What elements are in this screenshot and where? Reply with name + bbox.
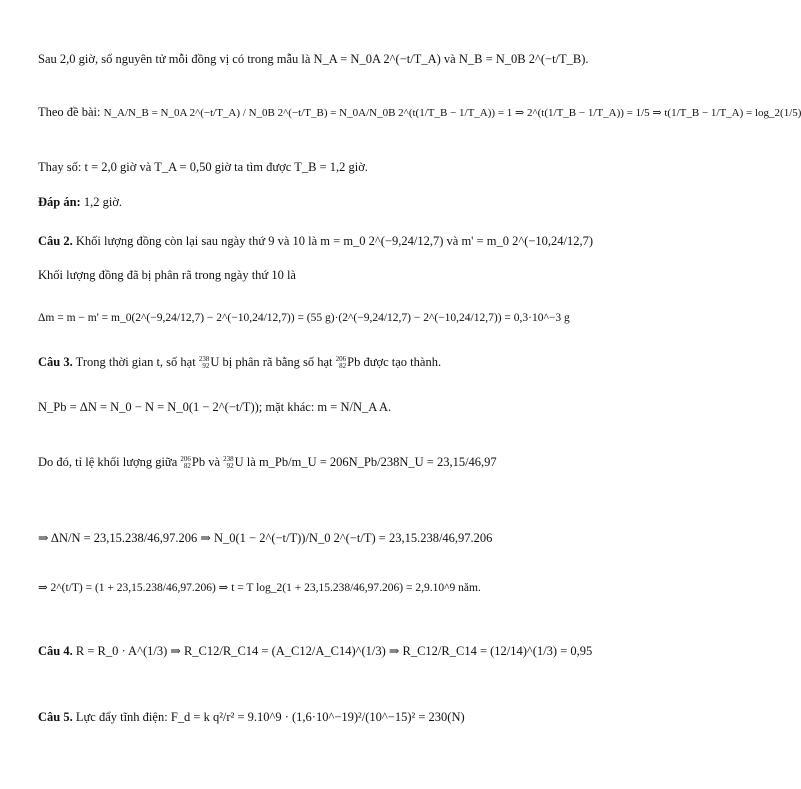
pb-symbol-b: Pb: [191, 455, 206, 469]
cau-3d-eq: ⇒ ΔN/N = 23,15.238/46,97.206 ⇒ N_0(1 − 2^(−t/T))/N_0 2^(−t/T) = 23,15.238/46,97.206: [38, 531, 493, 545]
text-theo-de-bai: Theo đề bài:: [38, 105, 101, 119]
line-answer: [38, 195, 533, 210]
cau-3-text3: được tạo thành.: [363, 355, 442, 369]
text-and: và: [443, 52, 456, 66]
cau-3-c: [38, 455, 533, 470]
cau-3-text2: bị phân rã bằng số hạt: [222, 355, 333, 369]
u-symbol-b: U: [234, 455, 244, 469]
cau-2-eq2: m' = m_0 2^(−10,24/12,7): [461, 234, 594, 248]
cau-3c-and: và: [208, 455, 221, 469]
cau-3-d: [38, 530, 533, 546]
cau-3c-la: là: [246, 455, 256, 469]
cau-3e-eq: ⇒ 2^(t/T) = (1 + 23,15.238/46,97.206) ⇒ t = T log_2(1 + 23,15.238/46,97.206) = 2,9.10^9 năm.: [38, 582, 481, 594]
line-3: [38, 160, 533, 175]
cau-3c-eq: m_Pb/m_U = 206N_Pb/238N_U = 23,15/46,97: [258, 455, 497, 469]
isotope-u238: 238 92: [198, 355, 210, 371]
cau-2-eq1: m = m_0 2^(−9,24/12,7): [320, 234, 444, 248]
cau-2-b: [38, 268, 533, 283]
u-symbol: U: [210, 355, 220, 369]
cau-4: [38, 643, 593, 659]
cau-5-text: Lực đẩy tĩnh điện:: [75, 710, 168, 724]
cau-2-and: và: [446, 234, 459, 248]
cau-3-label: Câu 3.: [38, 355, 73, 369]
text-thay-so: Thay số: t = 2,0 giờ và T_A = 0,50 giờ ta tìm được T_B = 1,2 giờ.: [38, 160, 368, 174]
eq-ratio: N_A/N_B = N_0A 2^(−t/T_A) / N_0B 2^(−t/T_B) = N_0A/N_0B 2^(t(1/T_B − 1/T_A)) = 1 ⇒ 2^(t(1/T_B − 1/T_A)) = 1/5 ⇒ t(1/T_B − 1/T_A) = log_2(1/5): [103, 107, 801, 119]
cau-2c-eq: Δm = m − m' = m_0(2^(−9,24/12,7) − 2^(−10,24/12,7)) = (55 g)·(2^(−9,24/12,7) − 2^(−10,24/12,7)) = 0,3·10^−3 g: [38, 312, 570, 324]
isotope-pb206: 206 82: [335, 355, 347, 371]
isotope-pb206-b: 206 82: [180, 455, 191, 471]
cau-3-text1: Trong thời gian t, số hạt: [75, 355, 196, 369]
cau-4-eq: R = R_0 · A^(1/3) ⇒ R_C12/R_C14 = (A_C12/A_C14)^(1/3) ⇒ R_C12/R_C14 = (12/14)^(1/3) = 0,95: [75, 644, 593, 658]
isotope-u238-b: 238 92: [223, 455, 234, 471]
cau-4-label: Câu 4.: [38, 644, 73, 658]
cau-5-label: Câu 5.: [38, 710, 73, 724]
cau-5: [38, 710, 533, 725]
answer-label: Đáp án:: [38, 195, 81, 209]
cau-2-text: Khối lượng đồng còn lại sau ngày thứ 9 và 10 là: [75, 234, 318, 248]
cau-2b-text: Khối lượng đồng đã bị phân rã trong ngày thứ 10 là: [38, 268, 296, 282]
cau-3-b: [38, 400, 533, 415]
text-intro: Sau 2,0 giờ, số nguyên tử mỗi đồng vị có trong mẫu là: [38, 52, 311, 66]
line-2: [38, 105, 801, 120]
cau-2-label: Câu 2.: [38, 234, 73, 248]
cau-3b-eq: N_Pb = ΔN = N_0 − N = N_0(1 − 2^(−t/T)); mặt khác: m = N/N_A A.: [38, 400, 392, 414]
cau-3: [38, 355, 533, 370]
cau-3c-text: Do đó, tỉ lệ khối lượng giữa: [38, 455, 178, 469]
cau-2: [38, 234, 594, 249]
answer-value: 1,2 giờ.: [83, 195, 123, 209]
pb-symbol: Pb: [347, 355, 361, 369]
cau-2-c: [38, 312, 570, 324]
cau-3-e: [38, 580, 533, 595]
cau-5-eq: F_d = k q²/r² = 9.10^9 · (1,6·10^−19)²/(10^−15)² = 230(N): [170, 710, 465, 724]
eq-nb: N_B = N_0B 2^(−t/T_B).: [458, 52, 589, 66]
line-1: [38, 52, 589, 67]
eq-na: N_A = N_0A 2^(−t/T_A): [313, 52, 441, 66]
